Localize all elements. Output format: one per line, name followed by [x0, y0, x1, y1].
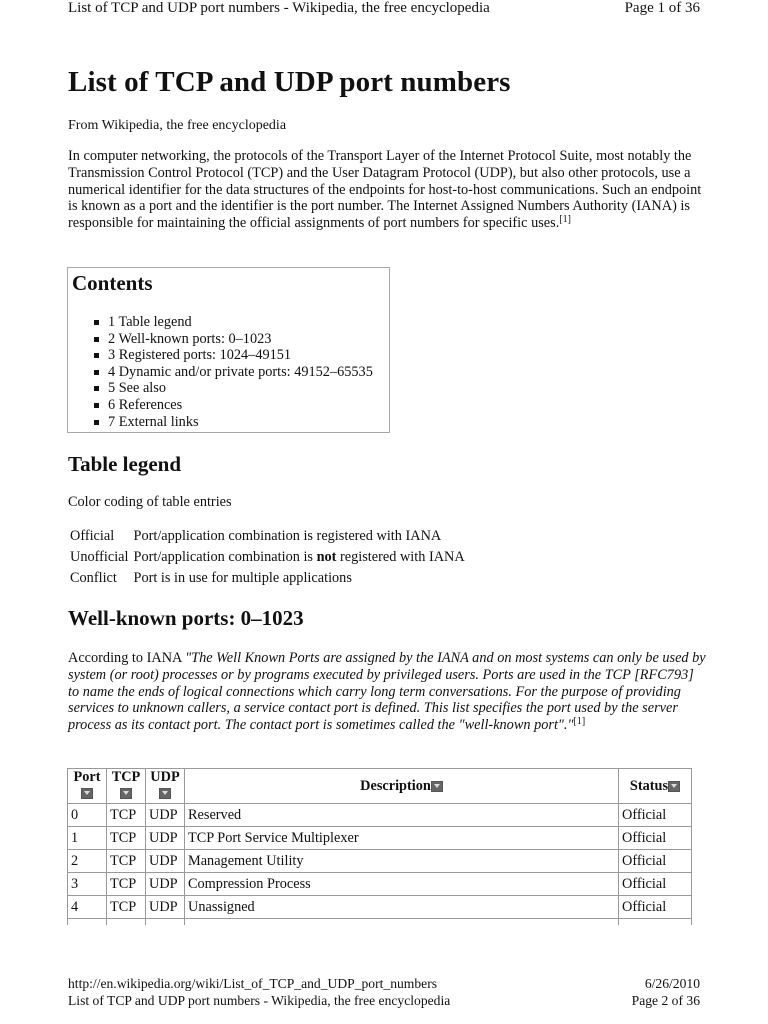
tcp-cell: TCP [107, 804, 146, 827]
port-cell: 0 [68, 804, 107, 827]
sort-icon[interactable] [81, 788, 93, 799]
next-page-header [68, 993, 700, 1009]
description-cell: Unassigned [185, 896, 619, 919]
legend-term: Official [70, 528, 115, 544]
tcp-cell: TCP [107, 896, 146, 919]
port-cell: 3 [68, 873, 107, 896]
status-cell: Official [619, 873, 692, 896]
footer-date: 6/26/2010 [644, 976, 700, 991]
sort-icon[interactable] [668, 781, 680, 792]
status-cell: Official [619, 850, 692, 873]
table-of-contents [67, 267, 390, 433]
bullet-icon [94, 386, 99, 391]
status-cell: Official [619, 804, 692, 827]
port-cell: 4 [68, 896, 107, 919]
well-known-ports-heading: Well-known ports: 0–1023 [68, 606, 304, 630]
toc-item[interactable]: 4 Dynamic and/or private ports: 49152–65535 [94, 364, 373, 381]
not-emphasis: not [316, 549, 337, 565]
legend-desc: Port/application combination is registered with IANA [133, 528, 442, 544]
well-known-ports-table [67, 768, 692, 925]
description-cell: Management Utility [185, 850, 619, 873]
page-title: List of TCP and UDP port numbers [68, 66, 511, 98]
status-column-header[interactable]: Status [619, 769, 692, 804]
table-row [68, 873, 692, 896]
header-page-number: Page 1 of 36 [624, 0, 700, 16]
toc-item[interactable]: 1 Table legend [94, 314, 373, 331]
header-title: List of TCP and UDP port numbers - Wikipedia, the free encyclopedia [68, 0, 490, 16]
intro-paragraph [68, 148, 708, 232]
iana-quote: "The Well Known Ports are assigned by the IANA and on most systems can only be used by system (or root) processes or by programs executed by privileged users. Ports are used in the TCP [RFC793] to name the ends of logical connections which carry long term conversations. For the purpose of providing services to unknown callers, a service contact port is defined. This list specifies the port used by the server process as its contact port. The contact port is sometimes called the "well-known port"." [68, 650, 706, 734]
tcp-cell: TCP [107, 827, 146, 850]
footer-page-number: Page 2 of 36 [631, 993, 700, 1008]
toc-item[interactable]: 3 Registered ports: 1024–49151 [94, 347, 373, 364]
status-cell: Official [619, 827, 692, 850]
page-header [68, 0, 700, 20]
toc-item[interactable]: 2 Well-known ports: 0–1023 [94, 331, 373, 348]
tcp-column-header[interactable]: TCP [107, 769, 146, 804]
page-footer [68, 976, 700, 992]
bullet-icon [94, 403, 99, 408]
tcp-cell: TCP [107, 873, 146, 896]
description-cell: Reserved [185, 804, 619, 827]
sort-icon[interactable] [159, 788, 171, 799]
footer-title: List of TCP and UDP port numbers - Wikipedia, the free encyclopedia [68, 993, 451, 1008]
legend-row [70, 528, 470, 549]
udp-cell: UDP [146, 850, 185, 873]
toc-heading: Contents [72, 271, 153, 295]
port-cell: 1 [68, 827, 107, 850]
toc-item[interactable]: 5 See also [94, 380, 373, 397]
description-cell: Compression Process [185, 873, 619, 896]
description-column-header[interactable]: Description [185, 769, 619, 804]
legend-table [70, 528, 470, 591]
legend-term: Unofficial [70, 549, 129, 565]
legend-term: Conflict [70, 570, 117, 586]
bullet-icon [94, 353, 99, 358]
udp-cell: UDP [146, 896, 185, 919]
bullet-icon [94, 370, 99, 375]
udp-cell: UDP [146, 873, 185, 896]
table-row [68, 804, 692, 827]
tcp-cell: TCP [107, 850, 146, 873]
legend-row [70, 549, 470, 570]
iana-quote-paragraph: According to IANA "The Well Known Ports are assigned by the IANA and on most systems can only be used by system (or root) processes or by programs executed by privileged users. Ports are used in the TCP [RFC793] to name the ends of logical connections which carry long term conversations. For the purpose of providing services to unknown callers, a service contact port is defined. This list specifies the port used by the server process as its contact port. The contact port is sometimes called the "well-known port"."[1] [68, 650, 706, 734]
footer-url[interactable]: http://en.wikipedia.org/wiki/List_of_TCP_and_UDP_port_numbers [68, 976, 438, 991]
bullet-icon [94, 420, 99, 425]
intro-text: In computer networking, the protocols of the Transport Layer of the Internet Protocol Suite, most notably the Transmission Control Protocol (TCP) and the User Datagram Protocol (UDP), but also other protocols, use a numerical identifier for the data structures of the endpoints for host-to-host communications. Such an endpoint is known as a port and the identifier is the port number. The Internet Assigned Numbers Authority (IANA) is responsible for maintaining the official assignments of port numbers for specific uses. [68, 148, 702, 232]
table-row-cut-off [68, 919, 692, 926]
table-row [68, 896, 692, 919]
legend-desc: Port/application combination is not registered with IANA [133, 549, 465, 565]
legend-desc: Port is in use for multiple applications [133, 570, 352, 586]
sort-icon[interactable] [120, 788, 132, 799]
toc-item[interactable]: 6 References [94, 397, 373, 414]
status-cell: Official [619, 896, 692, 919]
bullet-icon [94, 320, 99, 325]
udp-cell: UDP [146, 827, 185, 850]
port-cell: 2 [68, 850, 107, 873]
quote-reference-link[interactable]: [1] [573, 716, 586, 728]
toc-item[interactable]: 7 External links [94, 414, 373, 431]
bullet-icon [94, 337, 99, 342]
table-header-row [68, 769, 692, 804]
table-legend-heading: Table legend [68, 452, 181, 476]
table-row [68, 827, 692, 850]
from-wikipedia: From Wikipedia, the free encyclopedia [68, 118, 287, 133]
port-column-header[interactable]: Port [68, 769, 107, 804]
intro-reference-link[interactable]: [1] [559, 214, 571, 226]
table-row [68, 850, 692, 873]
legend-caption: Color coding of table entries [68, 494, 232, 510]
description-cell: TCP Port Service Multiplexer [185, 827, 619, 850]
udp-cell: UDP [146, 804, 185, 827]
legend-row [70, 570, 470, 591]
sort-icon[interactable] [431, 781, 443, 792]
udp-column-header[interactable]: UDP [146, 769, 185, 804]
